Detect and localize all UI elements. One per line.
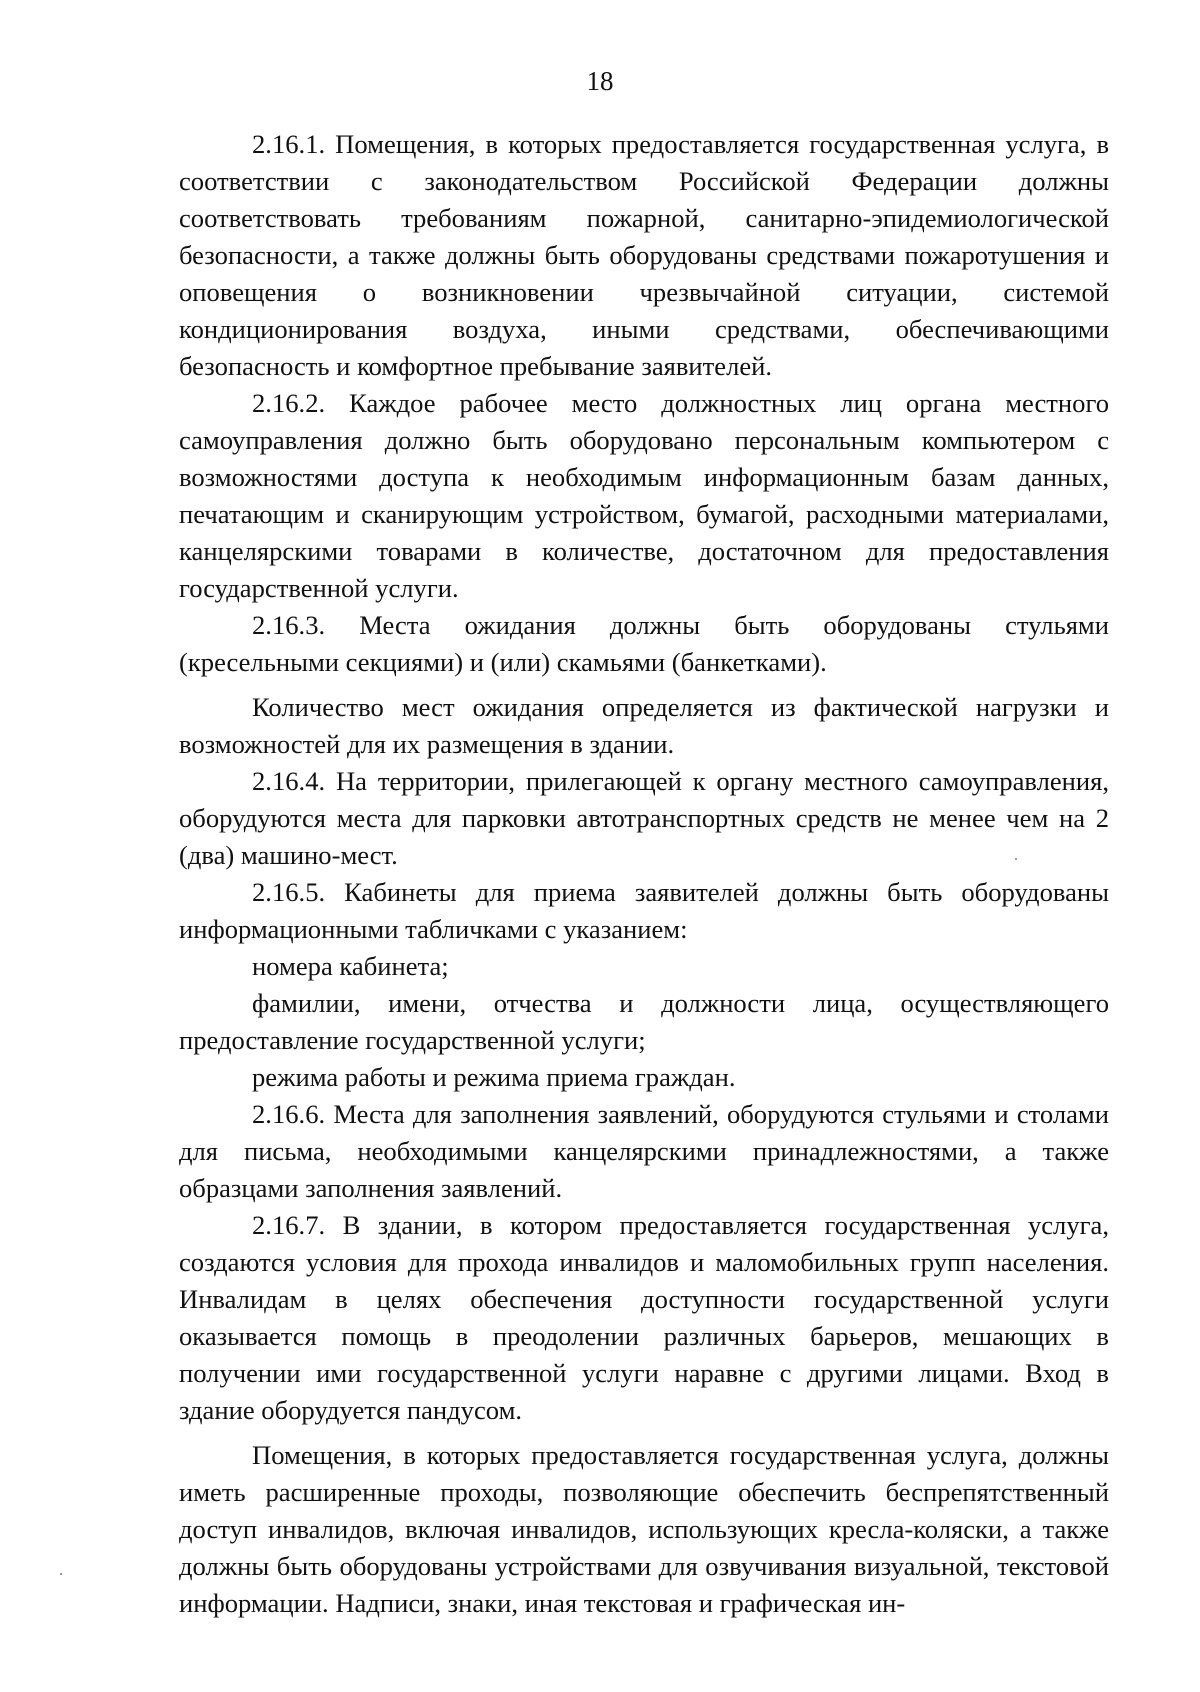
list-item-work-schedule: режима работы и режима приема граждан. — [252, 1062, 736, 1092]
paragraph-2-16-2: 2.16.2. Каждое рабочее место должностных лиц органа местного самоуправления должно быть оборудовано персональным компьютером с возможностями доступа к необходимым информационным базам данных, печатающим и сканирующим устройством, бумагой, расходными материалами, канцелярскими товарами в количестве, достаточном для предоставления государственной услуги. — [179, 388, 1109, 603]
paragraph-2-16-6: 2.16.6. Места для заполнения заявлений, оборудуются стульями и столами для письма, необходимыми канцелярскими принадлежностями, а также образцами заполнения заявлений. — [179, 1099, 1109, 1203]
paragraph-premises-access: Помещения, в которых предоставляется государственная услуга, должны иметь расширенные проходы, позволяющие обеспечить беспрепятственный доступ инвалидов, включая инвалидов, использующих кресла-коляски, а также должны быть оборудованы устройствами для озвучивания визуальной, текстовой информации. Надписи, знаки, иная текстовая и графическая ин- — [179, 1440, 1109, 1618]
list-item-official-name: фамилии, имени, отчества и должности лица, осуществляющего предоставление государственной услуги; — [179, 988, 1109, 1055]
paragraph-2-16-4: 2.16.4. На территории, прилегающей к органу местного самоуправления, оборудуются места для парковки автотранспортных средств не менее чем на 2 (два) машино-мест. — [179, 766, 1109, 870]
scan-speck — [60, 1573, 62, 1575]
paragraph-waiting-places-count: Количество мест ожидания определяется из фактической нагрузки и возможностей для их размещения в здании. — [179, 692, 1109, 759]
paragraph-2-16-5: 2.16.5. Кабинеты для приема заявителей должны быть оборудованы информационными табличками с указанием: — [179, 877, 1109, 944]
scan-speck — [1015, 858, 1017, 860]
paragraph-2-16-3: 2.16.3. Места ожидания должны быть оборудованы стульями (кресельными секциями) и (или) скамьями (банкетками). — [179, 610, 1109, 677]
list-item-office-number: номера кабинета; — [252, 951, 449, 981]
page-number: 18 — [586, 66, 614, 96]
paragraph-2-16-7: 2.16.7. В здании, в котором предоставляется государственная услуга, создаются условия для прохода инвалидов и маломобильных групп населения. Инвалидам в целях обеспечения доступности государственной услуги оказывается помощь в преодолении различных барьеров, мешающих в получении ими государственной услуги наравне с другими лицами. Вход в здание оборудуется пандусом. — [179, 1210, 1109, 1425]
paragraph-2-16-1: 2.16.1. Помещения, в которых предоставляется государственная услуга, в соответствии с законодательством Российской Федерации должны соответствовать требованиям пожарной, санитарно-эпидемиологической безопасности, а также должны быть оборудованы средствами пожаротушения и оповещения о возникновении чрезвычайной ситуации, системой кондиционирования воздуха, иными средствами, обеспечивающими безопасность и комфортное пребывание заявителей. — [179, 129, 1109, 381]
document-body — [179, 126, 1109, 1622]
